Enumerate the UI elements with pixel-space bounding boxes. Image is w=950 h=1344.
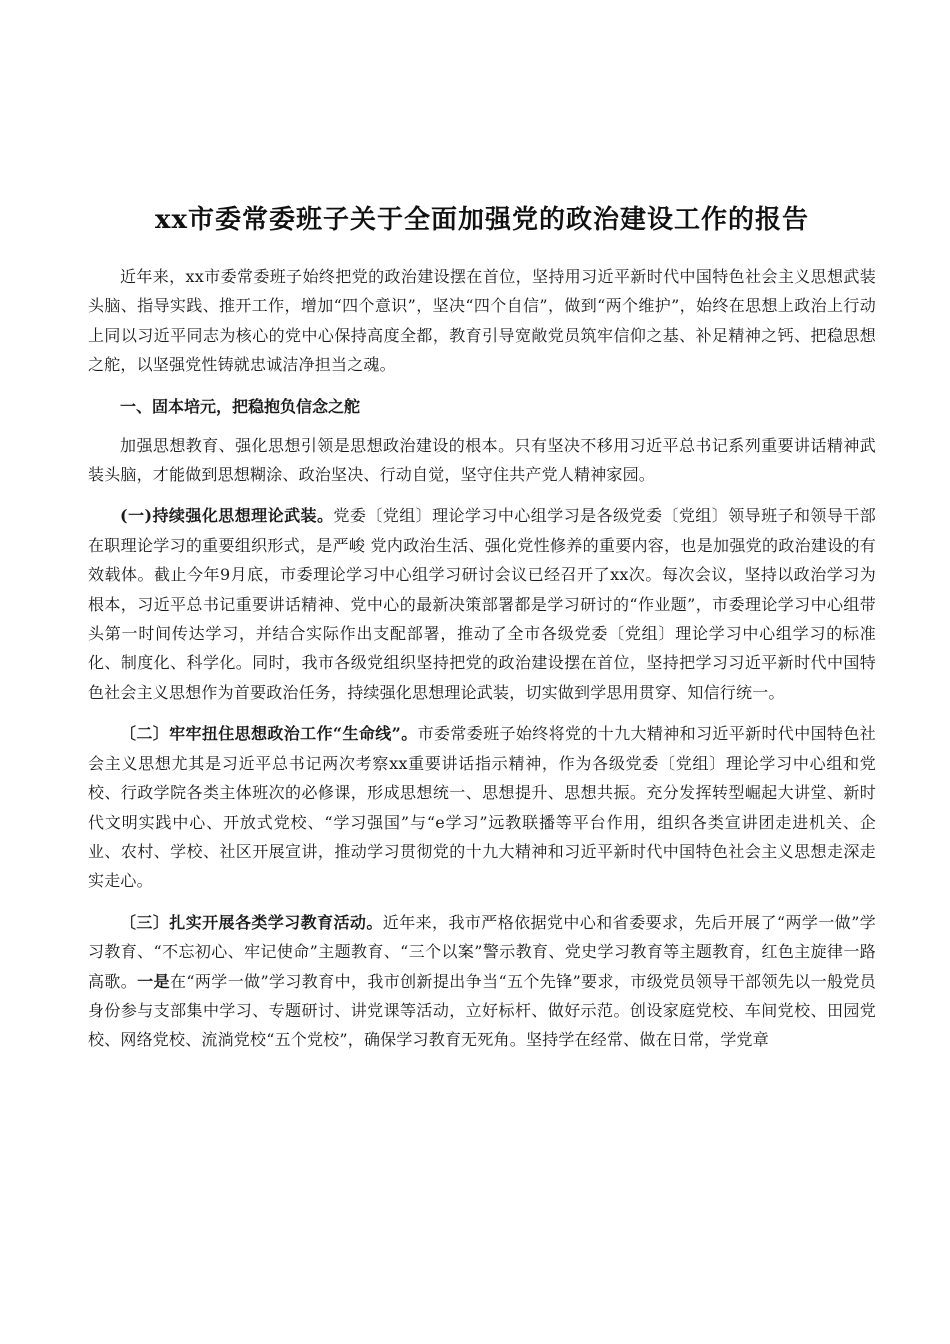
item-1-paragraph bbox=[88, 501, 876, 707]
item-1-lead: (一)持续强化思想理论武装。 bbox=[120, 506, 334, 526]
item-3-paragraph bbox=[88, 908, 876, 1055]
item-2-lead: 〔二〕牢牢扭住思想政治工作“生命线”。 bbox=[120, 724, 418, 744]
section-heading-1: 一、固本培元，把稳抱负信念之舵 bbox=[120, 396, 361, 416]
item-3-body-b: 在“两学一做”学习教育中，我市创新提出争当“五个先锋”要求，市级党员领导干部领先以一般党员身份参与支部集中学习、专题研讨、讲党课等活动，立好标杆、做好示范。创设家庭党校、车间党校、田园党校、网络党校、流淌党校“五个党校”，确保学习教育无死角。坚持学在经常、做在日常，学党章 bbox=[88, 971, 876, 1050]
item-1-body: 党委〔党组〕理论学习中心组学习是各级党委〔党组〕领导班子和领导干部在职理论学习的重要组织形式，是严峻 党内政治生活、强化党性修养的重要内容，也是加强党的政治建设的有效载体。截止今年9月底，市委理论学习中心组学习研讨会议已经召开了xx次。每次会议，坚持以政治学习为根本，习近平总书记重要讲话精神、党中心的最新决策部署都是学习研讨的“作业题”，市委理论学习中心组带头第一时间传达学习，并结合实际作出支配部署，推动了全市各级党委〔党组〕理论学习中心组学习的标准化、制度化、科学化。同时，我市各级党组织坚持把党的政治建设摆在首位，坚持把学习习近平新时代中国特色社会主义思想作为首要政治任务，持续强化思想理论武装，切实做到学思用贯穿、知信行统一。 bbox=[88, 506, 876, 702]
item-3-body-a: 近年来，我市严格依据党中心和省委要求，先后开展了“两学一做”学习教育、“不忘初心、牢记使命”主题教育、“三个以案”警示教育、党史学习教育等主题教育，红色主旋律一路高歌。 bbox=[88, 912, 877, 991]
item-2-paragraph bbox=[88, 719, 876, 895]
document-page bbox=[88, 200, 876, 1067]
document-title: xx市委常委班子关于全面加强党的政治建设工作的报告 bbox=[154, 205, 809, 235]
item-3-lead: 〔三〕扎实开展各类学习教育活动。 bbox=[120, 912, 383, 932]
intro-paragraph: 近年来，xx市委常委班子始终把党的政治建设摆在首位，坚持用习近平新时代中国特色社会主义思想武装头脑、指导实践、推开工作，增加“四个意识”，坚决“四个自信”，做到“两个维护”，始终在思想上政治上行动上同以习近平同志为核心的党中心保持高度全都，教育引导宽敞党员筑牢信仰之基、补足精神之钙、把稳思想之舵，以坚强党性铸就忠诚洁净担当之魂。 bbox=[88, 267, 876, 375]
item-2-body: 市委常委班子始终将党的十九大精神和习近平新时代中国特色社会主义思想尤其是习近平总书记两次考察xx重要讲话指示精神，作为各级党委〔党组〕理论学习中心组和党校、行政学院各类主体班次的必修课，形成思想统一、思想提升、思想共振。充分发挥转型崛起大讲堂、新时代文明实践中心、开放式党校、“学习强国”与“e学习”远教联播等平台作用，组织各类宣讲团走进机关、企业、农村、学校、社区开展宣讲，推动学习贯彻党的十九大精神和习近平新时代中国特色社会主义思想走深走实走心。 bbox=[88, 724, 876, 891]
item-3-emphasis: 一是 bbox=[137, 971, 170, 991]
section-1-paragraph: 加强思想教育、强化思想引领是思想政治建设的根本。只有坚决不移用习近平总书记系列重要讲话精神武装头脑，才能做到思想糊涂、政治坚决、行动自觉，坚守住共产党人精神家园。 bbox=[88, 435, 876, 485]
